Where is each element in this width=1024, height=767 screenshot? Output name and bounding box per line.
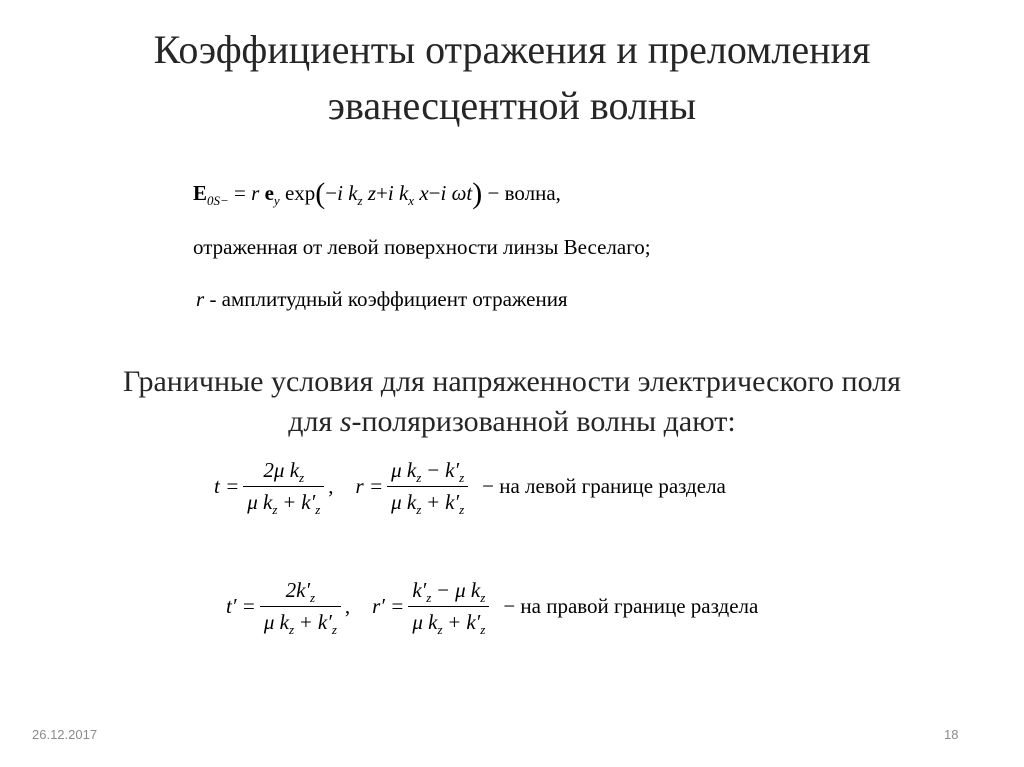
- comma: ,: [344, 594, 351, 618]
- exp-function: exp: [284, 181, 316, 205]
- unit-vector-e: e: [264, 181, 274, 205]
- equals-sign: =: [234, 181, 246, 205]
- minus-sign: −: [428, 181, 441, 205]
- r-numerator: μ $k_z - k'_z$: [391, 458, 465, 485]
- plus-sign: +: [376, 181, 388, 205]
- r-lhs: r =: [355, 474, 384, 498]
- wave-equation: [193, 177, 561, 210]
- k-subscript: x: [408, 193, 415, 208]
- unit-vector-subscript: y: [273, 193, 280, 208]
- left-paren: (: [315, 177, 326, 210]
- title-line-2: эванесцентной волны: [327, 83, 697, 128]
- omega-t: ωt: [451, 181, 473, 205]
- subtitle-prefix: для: [288, 405, 340, 438]
- slide-title: [0, 22, 1024, 134]
- r-symbol: r: [196, 287, 205, 311]
- coordinate-z: z: [367, 181, 377, 205]
- r-prime-fraction: [408, 578, 489, 635]
- wave-number-k: k: [398, 181, 409, 205]
- imaginary-i: i: [440, 181, 447, 205]
- imaginary-i: i: [337, 181, 343, 205]
- t-fraction: [243, 458, 324, 515]
- r-prime-numerator: $k'_z - \mu$ $k_z$: [412, 578, 486, 605]
- r-denominator: μ $k_z + k'_z$: [391, 490, 465, 517]
- subtitle-s-italic: s: [339, 405, 352, 438]
- left-boundary-formula: [214, 458, 726, 515]
- imaginary-i: i: [387, 181, 394, 205]
- r-prime-denominator: μ $k_z + k'_z$: [412, 610, 486, 637]
- title-line-1: Коэффициенты отражения и преломления: [153, 27, 871, 72]
- t-lhs: t =: [214, 474, 240, 498]
- footer-date: 26.12.2017: [32, 727, 98, 742]
- reflected-description: отраженная от левой поверхности линзы Веселаго;: [193, 235, 651, 259]
- wave-label: − волна,: [487, 181, 561, 205]
- minus-sign: −: [325, 181, 338, 205]
- subtitle-line-1: Граничные условия для напряженности электрического поля: [123, 365, 901, 398]
- r-definition-text: - амплитудный коэффициент отражения: [209, 287, 568, 311]
- r-symbol: r: [251, 181, 260, 205]
- left-boundary-label: − на левой границе раздела: [482, 474, 726, 498]
- t-prime-lhs: t′ =: [226, 594, 256, 618]
- right-boundary-label: − на правой границе раздела: [503, 594, 759, 618]
- right-boundary-formula: [226, 578, 758, 635]
- t-prime-numerator: $2k'_z$: [285, 578, 316, 605]
- r-definition: [196, 287, 568, 312]
- coordinate-x: x: [419, 181, 429, 205]
- r-fraction: [387, 458, 468, 515]
- subtitle-line-2: [0, 402, 1024, 442]
- k-subscript: z: [357, 193, 363, 208]
- t-prime-fraction: [260, 578, 341, 635]
- comma: ,: [328, 474, 334, 498]
- subtitle-suffix: -поляризованной волны дают:: [351, 405, 736, 438]
- field-E-subscript: 0S−: [207, 193, 229, 208]
- t-denominator: μ $k_z + k'_z$: [247, 490, 321, 517]
- r-prime-lhs: r′ =: [372, 594, 405, 618]
- right-paren: ): [472, 177, 483, 210]
- wave-number-k: k: [348, 181, 358, 205]
- boundary-conditions-heading: [0, 362, 1024, 442]
- field-E: E: [193, 181, 208, 205]
- footer-page-number: 18: [944, 727, 959, 742]
- t-numerator: 2μ $k_z$: [263, 458, 305, 485]
- t-prime-denominator: μ $k_z + k'_z$: [263, 610, 337, 637]
